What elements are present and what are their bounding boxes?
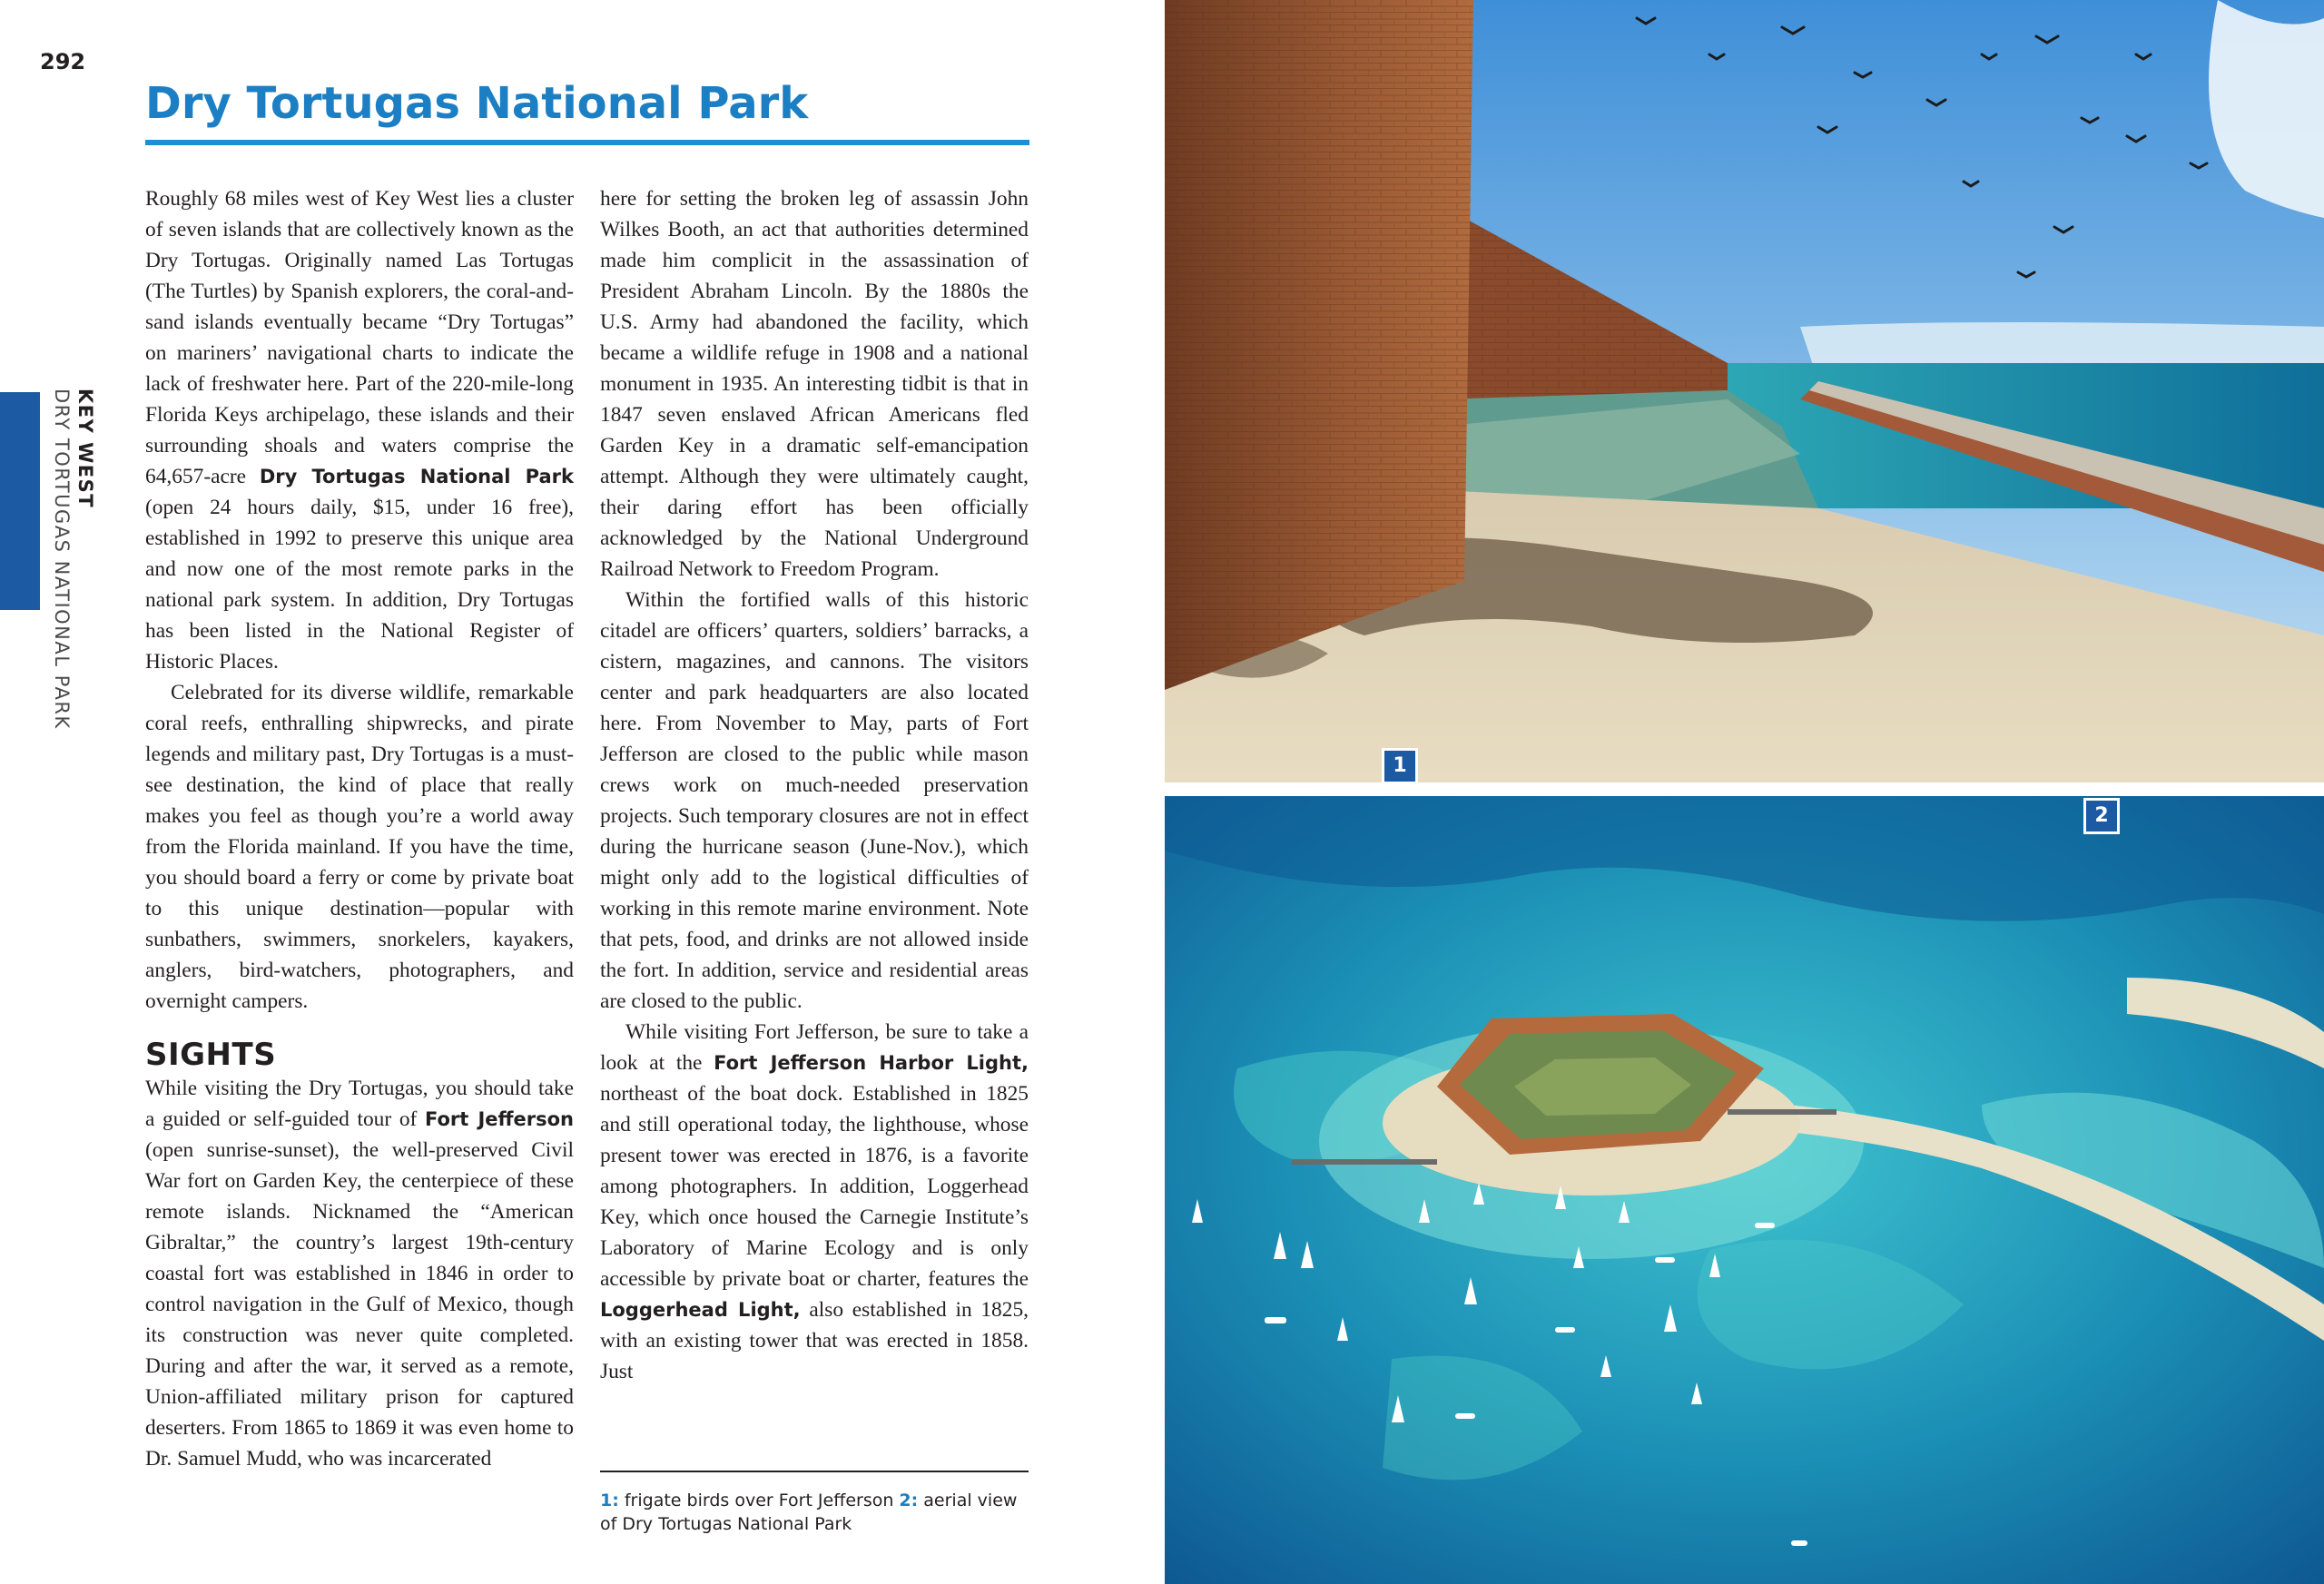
text-run: While visiting the Dry Tortugas, you should take a guided or self-guided tour of (145, 1077, 574, 1131)
text-run: (open 24 hours daily, $15, under 16 free), established in 1992 to preserve this unique area and now one of the most remote parks in the national park system. In addition, Dry Tortugas has been listed in the National Register of Historic Places. (145, 496, 574, 674)
text-run: northeast of the boat dock. Established in 1825 and still operational today, the lighthouse, whose present tower was erected in 1876, is a favorite among photographers. In addition, Loggerhead Key, which once housed the Carnegie Institute’s Laboratory of Marine Ecology and is only accessible by private boat or charter, features the (600, 1082, 1029, 1291)
photo-caption (600, 1471, 1029, 1536)
paragraph: here for setting the broken leg of assassin John Wilkes Booth, an act that authorities determined made him complicit in the assassination of President Abraham Lincoln. By the 1880s the U.S. Army had abandoned the facility, which became a wildlife refuge in 1908 and a national monument in 1935. An interesting tidbit is that in 1847 seven enslaved African Americans fled Garden Key in a dramatic self-emancipation attempt. Although they were ultimately caught, their daring effort has been officially acknowledged by the National Underground Railroad Network to Freedom Program. (600, 187, 1029, 581)
photo-number-badge: 1 (1382, 748, 1418, 784)
caption-number: 2: (899, 1491, 919, 1510)
running-head (45, 389, 109, 752)
paragraph (145, 183, 574, 677)
fort-wall-illustration (1165, 0, 2324, 782)
right-column (600, 183, 1029, 1387)
aerial-view-illustration (1165, 796, 2324, 1584)
section-tab (0, 392, 40, 610)
text-run: (open sunrise-sunset), the well-preserved Civil War fort on Garden Key, the centerpiece of these remote islands. Nicknamed the “American Gibraltar,” the country’s largest 19th-century coastal fort was established in 1846 in order to control navigation in the Gulf of Mexico, though its construction was never quite completed. During and after the war, it served as a remote, Union-affiliated military prison for captured deserters. From 1865 to 1869 it was even home to Dr. Samuel Mudd, who was incarcerated (145, 1138, 574, 1471)
bold-term: Dry Tortugas National Park (259, 466, 574, 487)
paragraph (600, 1017, 1029, 1387)
page-number: 292 (40, 49, 86, 74)
bold-term: Loggerhead Light, (600, 1299, 801, 1321)
section-name: KEY WEST (74, 389, 96, 509)
photo-aerial-view (1165, 796, 2324, 1584)
page-title: Dry Tortugas National Park (145, 78, 809, 129)
title-rule (145, 140, 1029, 145)
section-heading: SIGHTS (145, 1037, 277, 1073)
photo-fort-wall (1165, 0, 2324, 782)
bold-term: Fort Jefferson Harbor Light, (714, 1052, 1029, 1074)
left-column (145, 183, 574, 1474)
text-run: also established in 1825, with an existing tower that was erected in 1858. Just (600, 1298, 1029, 1383)
caption-text: aerial view of Dry Tortugas National Park (600, 1491, 1018, 1534)
photo-number-badge: 2 (2083, 798, 2120, 834)
bold-term: Fort Jefferson (424, 1108, 574, 1130)
caption-number: 1: (600, 1491, 619, 1510)
caption-text: frigate birds over Fort Jefferson (618, 1491, 900, 1510)
subsection-name: DRY TORTUGAS NATIONAL PARK (51, 389, 73, 730)
text-run: Roughly 68 miles west of Key West lies a cluster of seven islands that are collectively known as the Dry Tortugas. Originally named Las Tortugas (The Turtles) by Spanish explorers, the coral-and-sand islands eventually became “Dry Tortugas” on mariners’ navigational charts to indicate the lack of freshwater here. Part of the 220-mile-long Florida Keys archipelago, these islands and their surrounding shoals and waters comprise the 64,657-acre (145, 187, 574, 488)
text-run: While visiting Fort Jefferson, be sure to take a look at the (600, 1020, 1029, 1075)
paragraph: Within the fortified walls of this historic citadel are officers’ quarters, soldiers’ barracks, a cistern, magazines, and cannons. The visitors center and park headquarters are also located here. From November to May, parts of Fort Jefferson are closed to the public while mason crews work on much-needed preservation projects. Such temporary closures are not in effect during the hurricane season (June-Nov.), which might only add to the logistical difficulties of working in this remote marine environment. Note that pets, food, and drinks are not allowed inside the fort. In addition, service and residential areas are closed to the public. (600, 588, 1029, 1013)
paragraph (145, 1073, 574, 1474)
paragraph: Celebrated for its diverse wildlife, remarkable coral reefs, enthralling shipwrecks, and pirate legends and military past, Dry Tortugas is a must-see destination, the kind of place that really makes you feel as though you’re a world away from the Florida mainland. If you have the time, you should board a ferry or come by private boat to this unique destination—popular with sunbathers, swimmers, snorkelers, kayakers, anglers, bird-watchers, photographers, and overnight campers. (145, 681, 574, 1013)
